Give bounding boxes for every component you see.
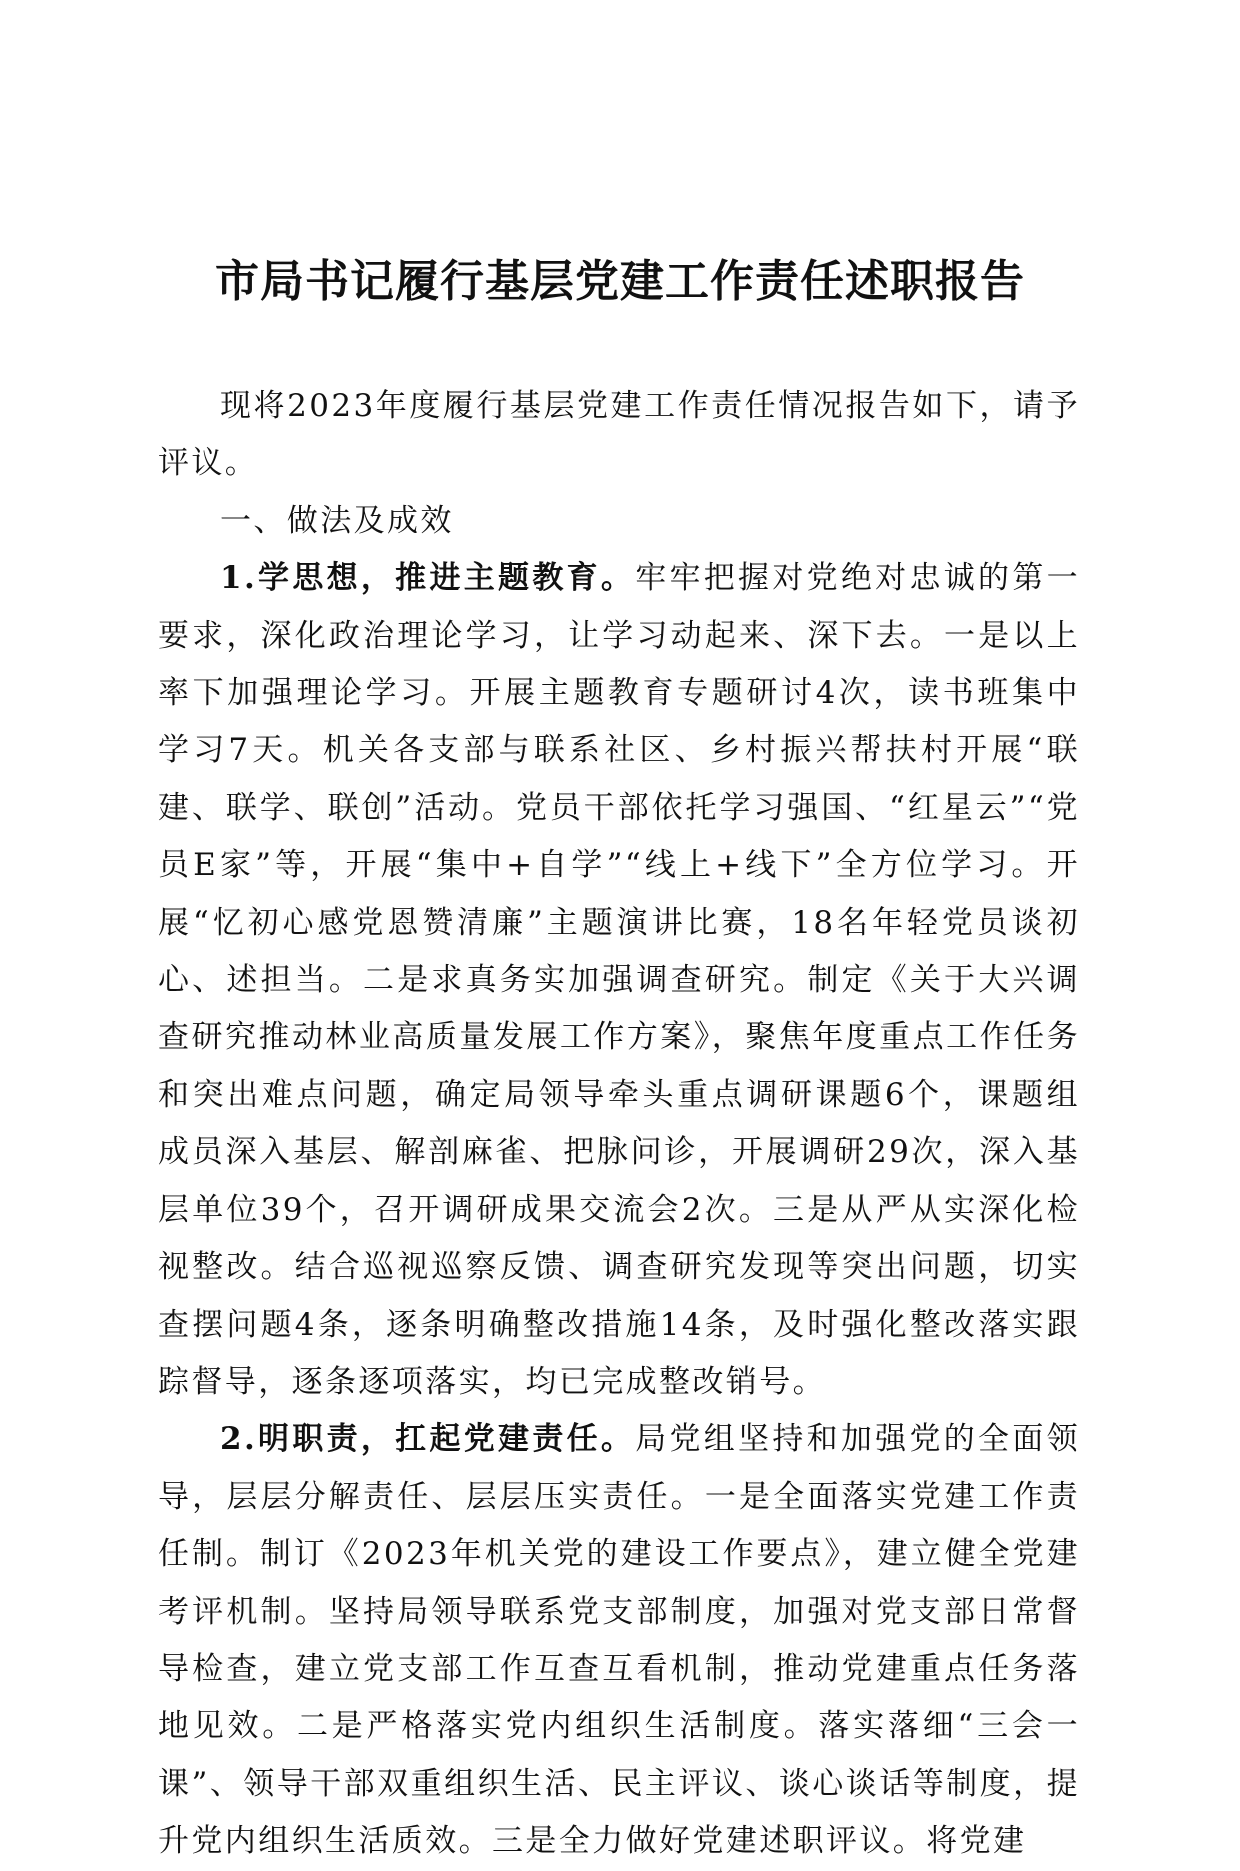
document-body bbox=[158, 378, 1080, 1871]
paragraph-item-2 bbox=[158, 1411, 1080, 1870]
item-2-text: 局党组坚持和加强党的全面领导，层层分解责任、层层压实责任。一是全面落实党建工作责任制。制订《2023年机关党的建设工作要点》，建立健全党建考评机制。坚持局领导联系党支部制度，加强对党支部日常督导检查，建立党支部工作互查互看机制，推动党建重点任务落地见效。二是严格落实党内组织生活制度。落实落细“三会一课”、领导干部双重组织生活、民主评议、谈心谈话等制度，提升党内组织生活质效。三是全力做好党建述职评议。将党建 bbox=[158, 1421, 1081, 1860]
document-title: 市局书记履行基层党建工作责任述职报告 bbox=[215, 256, 1025, 307]
section-heading-one: 一、做法及成效 bbox=[220, 502, 454, 539]
item-1-lead: 1.学思想，推进主题教育。 bbox=[220, 560, 636, 597]
item-1-text: 牢牢把握对党绝对忠诚的第一要求，深化政治理论学习，让学习动起来、深下去。一是以上率下加强理论学习。开展主题教育专题研讨4次，读书班集中学习7天。机关各支部与联系社区、乡村振兴帮扶村开展“联建、联学、联创”活动。党员干部依托学习强国、“红星云”“党员E家”等，开展“集中+自学”“线上+线下”全方位学习。开展“忆初心感党恩赞清廉”主题演讲比赛，18名年轻党员谈初心、述担当。二是求真务实加强调查研究。制定《关于大兴调查研究推动林业高质量发展工作方案》，聚焦年度重点工作任务和突出难点问题，确定局领导牵头重点调研课题6个，课题组成员深入基层、解剖麻雀、把脉问诊，开展调研29次，深入基层单位39个，召开调研成果交流会2次。三是从严从实深化检视整改。结合巡视巡察反馈、调查研究发现等突出问题，切实查摆问题4条，逐条明确整改措施14条，及时强化整改落实跟踪督导，逐条逐项落实，均已完成整改销号。 bbox=[158, 560, 1081, 1400]
intro-paragraph: 现将2023年度履行基层党建工作责任情况报告如下，请予评议。 bbox=[158, 388, 1080, 482]
item-2-lead: 2.明职责，扛起党建责任。 bbox=[220, 1421, 636, 1458]
paragraph-item-1 bbox=[158, 550, 1080, 1411]
